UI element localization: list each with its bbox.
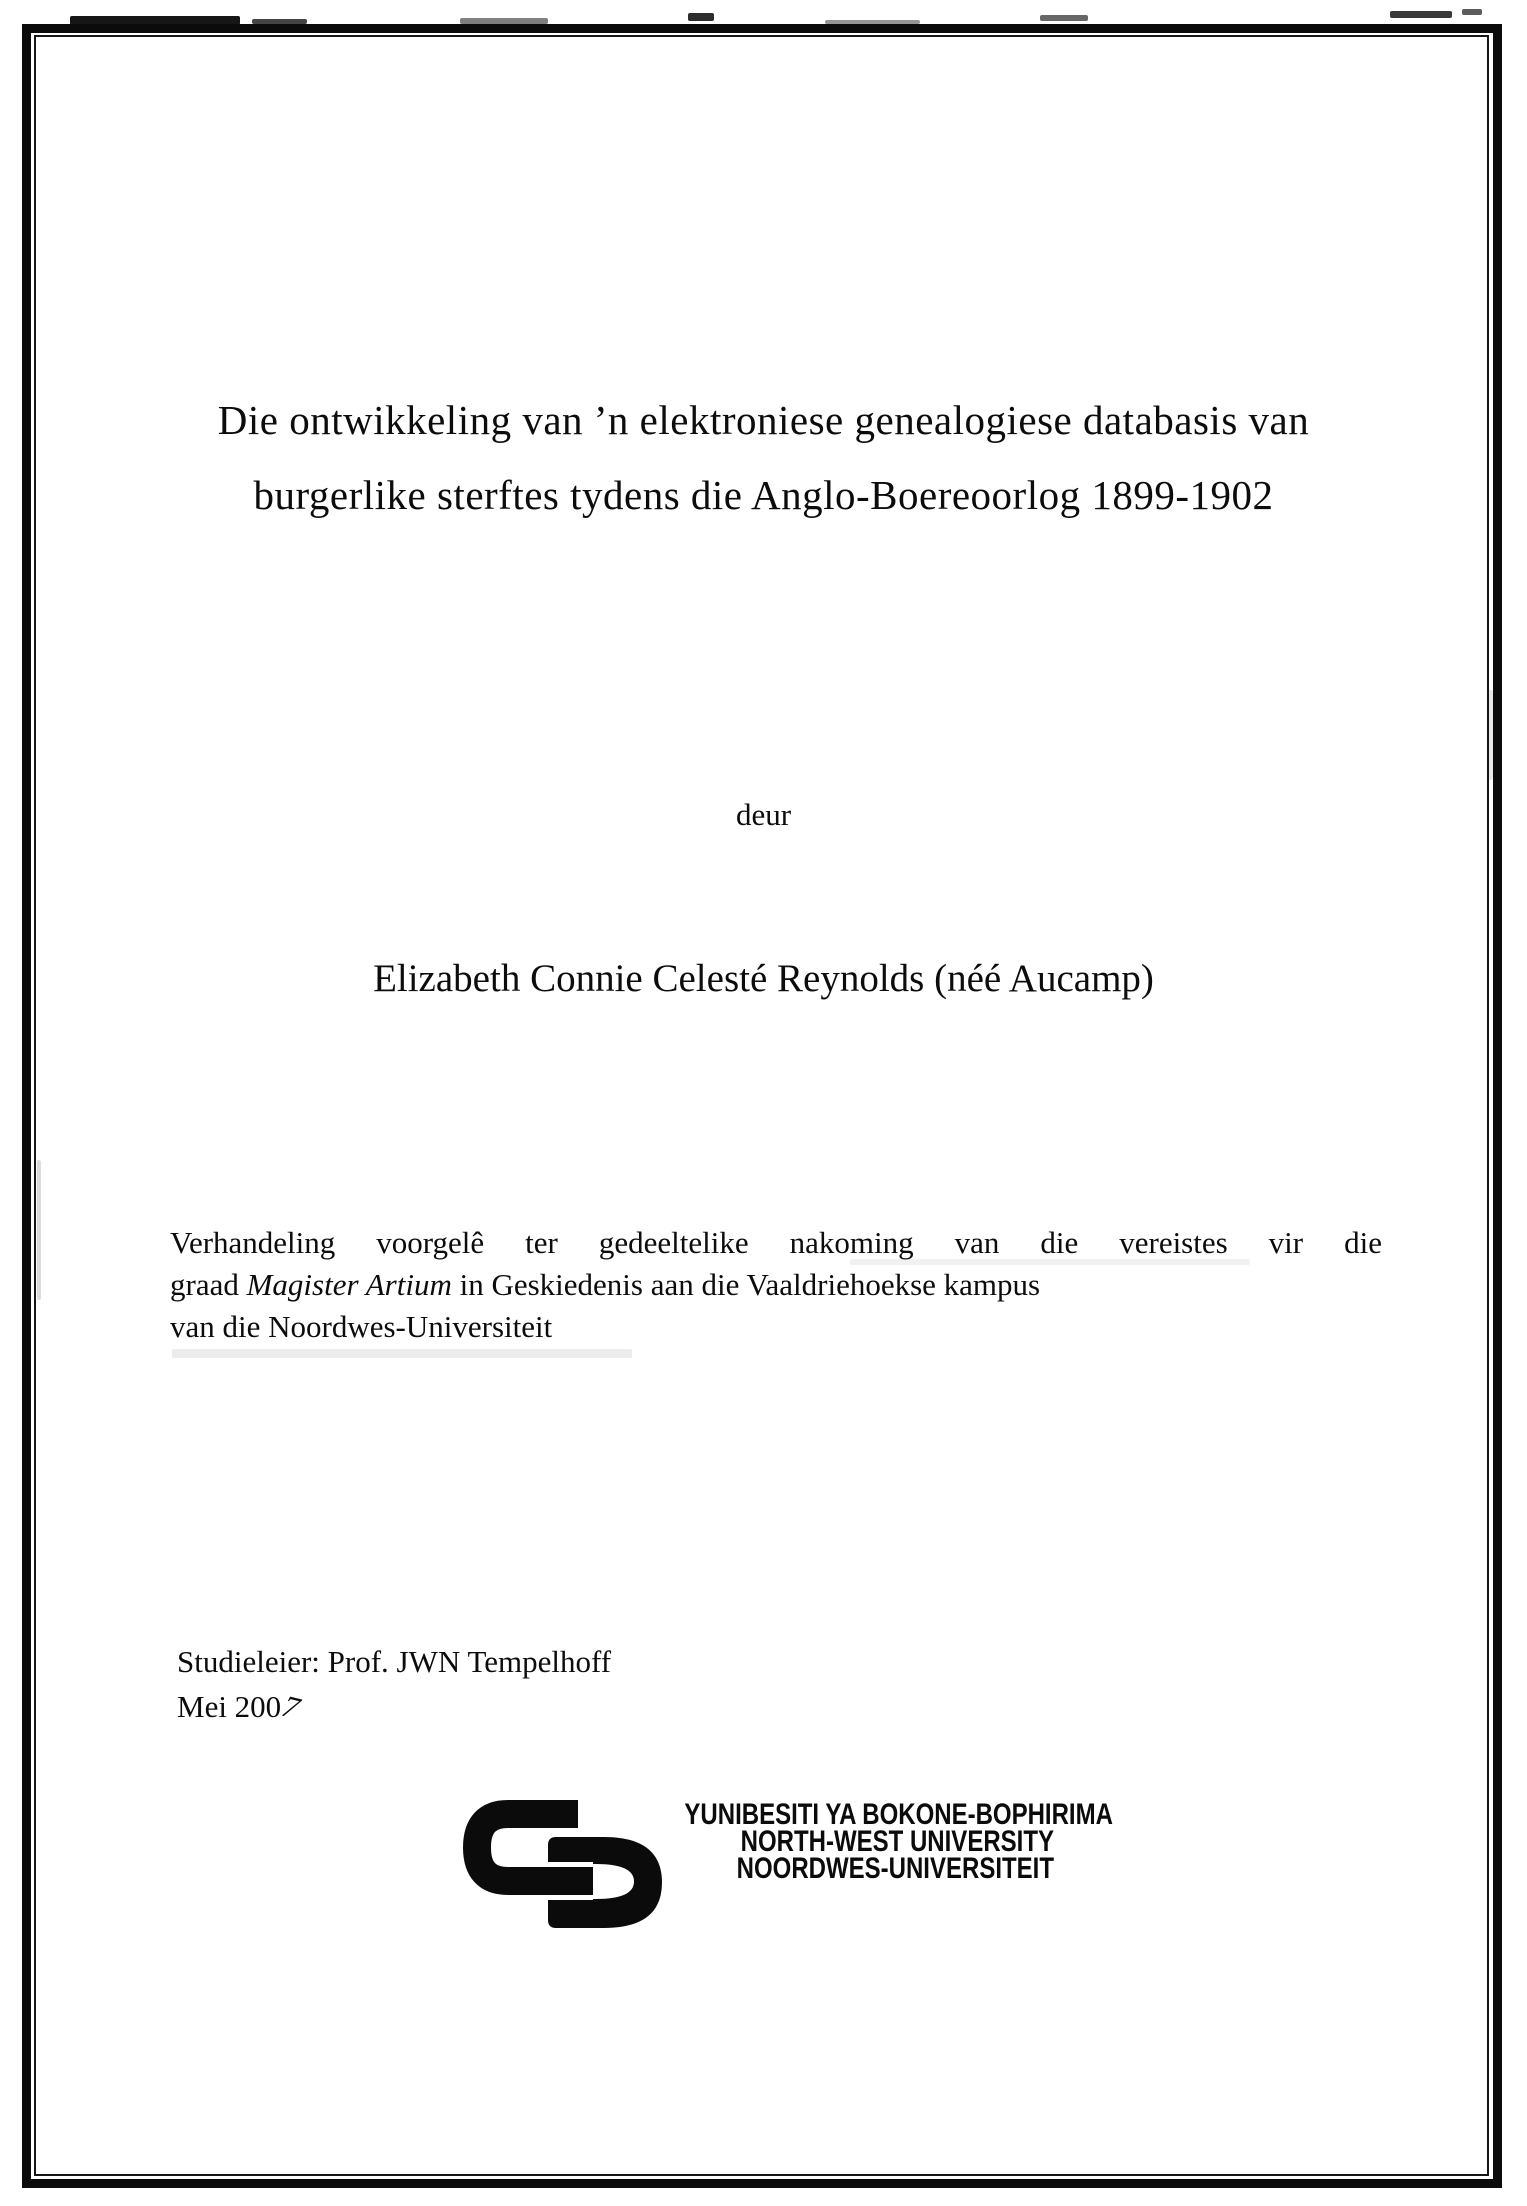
thesis-title	[0, 383, 1527, 533]
scan-artifact	[688, 13, 714, 21]
degree-name-italic: Magister Artium	[246, 1267, 452, 1302]
scan-artifact	[1040, 15, 1088, 21]
nwu-logo-line3: NOORDWES-UNIVERSITEIT	[736, 1852, 1054, 1885]
degree-statement-line2-suffix: in Geskiedenis aan die Vaaldriehoekse kampus	[451, 1267, 1041, 1302]
date-prefix: Mei 200	[177, 1689, 282, 1724]
scan-artifact	[1462, 9, 1482, 15]
supervisor-line: Studieleier: Prof. JWN Tempelhoff	[177, 1644, 612, 1679]
thesis-title-line1: Die ontwikkeling van ’n elektroniese genealogiese databasis van	[217, 397, 1310, 443]
degree-statement-line3: van die Noordwes-Universiteit	[170, 1309, 553, 1344]
degree-statement-line2-prefix: graad	[170, 1267, 247, 1302]
nwu-logo-text	[684, 1798, 1113, 1885]
date-final-digit: 7	[275, 1689, 308, 1725]
degree-statement-line1: Verhandeling voorgelê ter gedeeltelike nakoming van die vereistes vir die	[170, 1225, 1382, 1260]
nwu-logo-line2: NORTH-WEST UNIVERSITY	[740, 1825, 1054, 1858]
nwu-logo-line1: YUNIBESITI YA BOKONE-BOPHIRIMA	[684, 1798, 1113, 1831]
nwu-logo-mark	[460, 1793, 670, 1938]
thesis-title-line2: burgerlike sterftes tydens die Anglo-Boereoorlog 1899-1902	[253, 472, 1274, 518]
scan-artifact	[1390, 11, 1452, 18]
supervisor-block	[177, 1639, 611, 1729]
degree-statement-line2	[170, 1264, 1382, 1306]
date-line	[177, 1684, 611, 1729]
author-name: Elizabeth Connie Celesté Reynolds (néé Aucamp)	[373, 957, 1154, 1000]
degree-statement	[170, 1222, 1382, 1348]
byline-label: deur	[735, 797, 792, 832]
